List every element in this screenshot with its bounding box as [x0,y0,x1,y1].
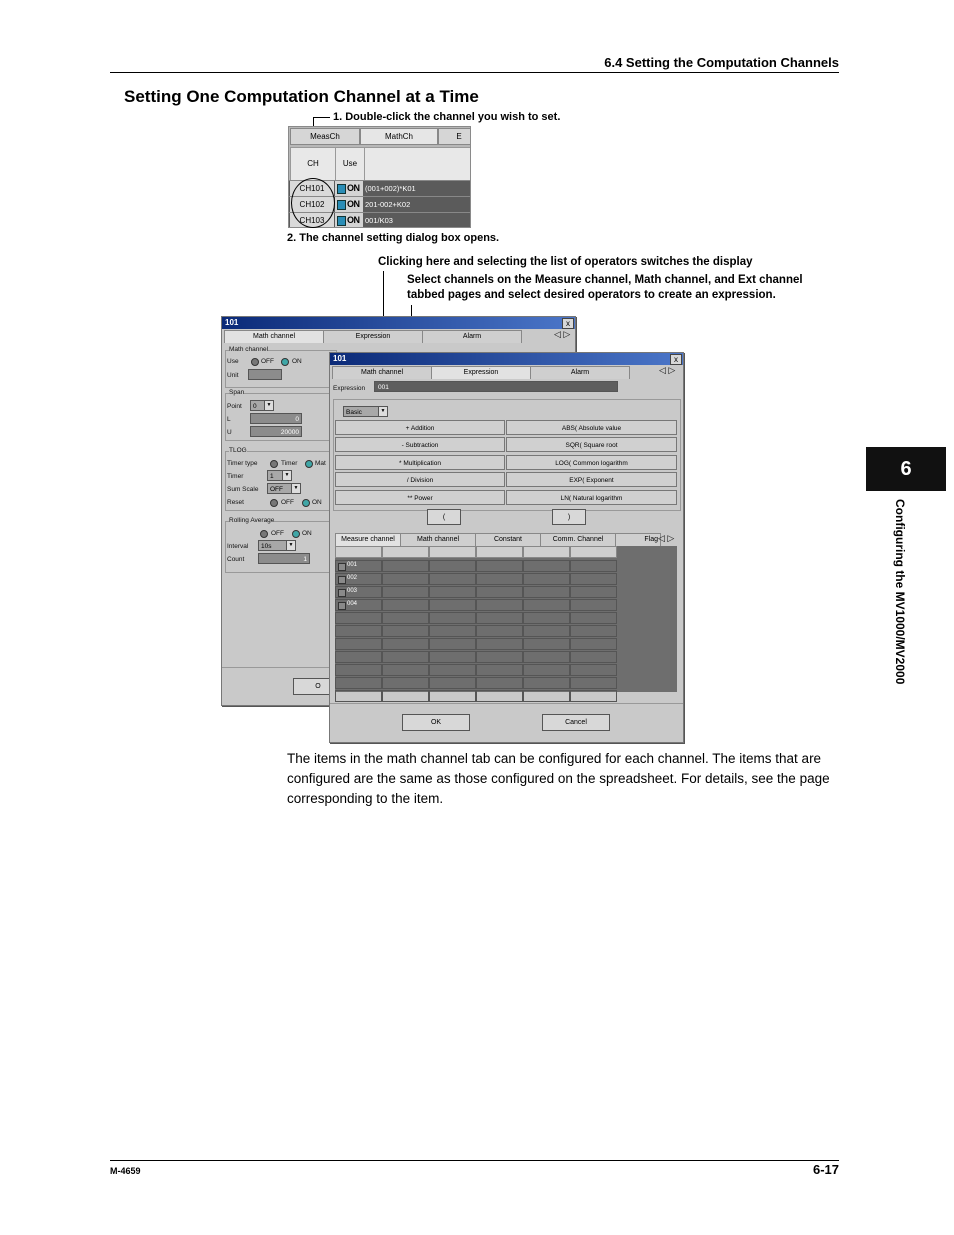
grid-cell[interactable] [476,677,523,689]
grid-cell[interactable] [570,560,617,572]
grid-cell[interactable] [382,586,429,598]
column-header-expression [364,147,471,181]
tab-alarm[interactable]: Alarm [530,366,630,379]
tab-math-channel[interactable]: Math channel [224,330,324,343]
tab-constant[interactable]: Constant [475,533,541,546]
operator-subtraction-button[interactable]: - Subtraction [335,437,505,452]
grid-cell[interactable] [429,599,476,611]
operator-multiplication-button[interactable]: * Multiplication [335,455,505,470]
dialog-title-bar: 101 [222,317,575,329]
tab-measch[interactable]: MeasCh [290,128,360,145]
channel-label: 002 [347,575,358,581]
grid-cell[interactable] [476,599,523,611]
grid-cell[interactable] [382,560,429,572]
expression-cell[interactable]: 001/K03 [365,216,393,225]
callout-operators: Clicking here and selecting the list of operators switches the display [378,256,753,268]
timer-type-match-label: Mat [315,460,326,467]
use-value: ON [347,199,360,209]
running-header: 6.4 Setting the Computation Channels [604,55,839,70]
grid-cell[interactable] [476,638,523,650]
grid-column-header [570,546,617,558]
chevron-down-icon: ▼ [264,401,273,410]
operator-power-button[interactable]: ** Power [335,490,505,505]
channel-label: 001 [347,562,358,568]
grid-column-header [335,546,382,558]
tab-ext[interactable]: E [438,128,471,145]
operator-division-button[interactable]: / Division [335,472,505,487]
grid-column-header [382,546,429,558]
grid-cell[interactable] [476,625,523,637]
body-paragraph: The items in the math channel tab can be configured for each channel. The items that are configured are the same as those configured on the spreadsheet. For details, see the page corresponding to the item. [287,751,830,806]
rolling-average-group-label: Rolling Average [229,517,275,524]
grid-cell[interactable] [523,586,570,598]
use-on-radio[interactable] [281,358,289,366]
button-area-divider [330,703,683,704]
grid-cell[interactable] [523,677,570,689]
tab-math-channel[interactable]: Math channel [332,366,432,379]
grid-cell[interactable] [476,586,523,598]
use-cell[interactable] [335,197,363,212]
rolling-on-label: ON [302,530,312,537]
close-icon[interactable]: x [670,354,682,365]
use-off-radio[interactable] [251,358,259,366]
reset-label: Reset [227,499,244,506]
interval-value: 10s [261,543,272,550]
unit-label: Unit [227,372,239,379]
grid-cell[interactable] [382,664,429,676]
grid-cell[interactable] [429,638,476,650]
tab-expression[interactable]: Expression [323,330,423,343]
callout-select-line-1: Select channels on the Measure channel, Math channel, and Ext channel [407,274,803,286]
tab-comm-channel[interactable]: Comm. Channel [540,533,616,546]
grid-cell[interactable] [382,573,429,585]
chevron-down-icon: ▼ [286,541,295,550]
tab-scroll-arrows-icon[interactable]: ◁ ▷ [554,329,571,339]
footer-rule [110,1160,839,1161]
span-l-input[interactable]: 0 [250,413,302,424]
use-cell[interactable] [335,213,363,228]
grid-cell[interactable] [382,651,429,663]
grid-cell[interactable] [570,638,617,650]
tab-scroll-arrows-icon[interactable]: ◁ ▷ [659,365,676,375]
grid-cell[interactable] [429,573,476,585]
tab-expression[interactable]: Expression [431,366,531,379]
grid-cell[interactable] [570,612,617,624]
grid-cell[interactable] [476,573,523,585]
operator-log-button[interactable]: LOG( Common logarithm [506,455,677,470]
operator-addition-button[interactable]: + Addition [335,420,505,435]
use-cell[interactable] [335,181,363,196]
grid-cell[interactable] [382,625,429,637]
count-input[interactable]: 1 [258,553,310,564]
expression-cell[interactable]: 201-002+K02 [365,200,411,209]
operator-ln-button[interactable]: LN( Natural logarithm [506,490,677,505]
step-2-label: 2. The channel setting dialog box opens. [287,232,500,244]
timer-type-label: Timer type [227,460,258,467]
grid-cell[interactable] [523,664,570,676]
step-1-leader-h [313,117,330,118]
grid-cell[interactable] [523,651,570,663]
grid-cell[interactable] [429,651,476,663]
ok-button[interactable]: OK [402,714,470,731]
grid-cell[interactable] [382,690,429,702]
timer-select[interactable] [267,470,292,481]
tab-math-channel-list[interactable]: Math channel [400,533,476,546]
use-off-label: OFF [261,358,274,365]
header-rule [110,72,839,73]
chapter-title-vertical: Configuring the MV1000/MV2000 [893,499,907,685]
span-l-label: L [227,416,231,423]
grid-cell[interactable] [570,599,617,611]
grid-cell[interactable] [523,612,570,624]
span-u-label: U [227,429,232,436]
grid-cell[interactable] [335,625,382,637]
grid-cell[interactable] [476,651,523,663]
grid-cell[interactable] [429,586,476,598]
sum-scale-value: OFF [270,486,283,493]
rolling-off-radio[interactable] [260,530,268,538]
document-id: M-4659 [110,1166,141,1176]
grid-cell[interactable] [335,651,382,663]
grid-cell[interactable] [476,560,523,572]
timer-value: 1 [270,473,274,480]
grid-column-header [523,546,570,558]
grid-cell[interactable] [523,625,570,637]
column-header-ch: CH [290,147,336,181]
grid-cell[interactable] [570,651,617,663]
channel-label: 004 [347,601,358,607]
grid-cell[interactable] [570,573,617,585]
operator-exp-button[interactable]: EXP( Exponent [506,472,677,487]
use-switch-icon [337,184,346,194]
operator-sqr-button[interactable]: SQR( Square root [506,437,677,452]
step-1-label: 1. Double-click the channel you wish to set. [333,111,561,123]
expression-dialog [329,352,684,743]
use-switch-icon [337,216,346,226]
span-group-label: Span [229,389,245,396]
point-value: 0 [253,403,257,410]
highlight-ellipse [291,178,335,228]
use-switch-icon [337,200,346,210]
reset-on-label: ON [312,499,322,506]
operator-abs-button[interactable]: ABS( Absolute value [506,420,677,435]
grid-cell[interactable] [335,677,382,689]
grid-cell[interactable] [382,612,429,624]
operator-type-value: Basic [346,409,362,416]
use-label: Use [227,358,239,365]
span-u-input[interactable]: 20000 [250,426,302,437]
paren-open-button[interactable]: ( [427,509,461,525]
use-value: ON [347,215,360,225]
tlog-group-label: TLOG [229,447,247,454]
grid-column-header [429,546,476,558]
channel-cell[interactable]: CH103 [290,213,334,228]
tab-alarm[interactable]: Alarm [422,330,522,343]
reset-off-radio[interactable] [270,499,278,507]
grid-cell[interactable] [335,638,382,650]
timer-type-timer-label: Timer [281,460,298,467]
unit-input[interactable] [248,369,282,380]
channel-checkbox[interactable] [338,563,346,571]
channel-label: 003 [347,588,358,594]
grid-cell[interactable] [523,573,570,585]
reset-on-radio[interactable] [302,499,310,507]
timer-type-timer-radio[interactable] [270,460,278,468]
chapter-number-tab: 6 [866,447,946,491]
tab-flag[interactable]: Flag [615,533,661,546]
column-header-use: Use [335,147,365,181]
rolling-off-label: OFF [271,530,284,537]
chevron-down-icon: ▼ [378,407,387,416]
reset-off-label: OFF [281,499,294,506]
sum-scale-label: Sum Scale [227,486,259,493]
use-value: ON [347,183,360,193]
expression-cell[interactable]: (001+002)*K01 [365,184,416,193]
grid-cell[interactable] [476,690,523,702]
chevron-down-icon: ▼ [282,471,291,480]
grid-cell[interactable] [335,664,382,676]
count-label: Count [227,556,245,563]
channel-cell[interactable]: CH101 [290,181,334,196]
dialog-title-bar: 101 [330,353,683,365]
rolling-on-radio[interactable] [292,530,300,538]
channel-tab-scroll-icon[interactable]: ◁ ▷ [658,533,675,543]
channel-checkbox[interactable] [338,602,346,610]
use-on-label: ON [292,358,302,365]
tab-measure-channel[interactable]: Measure channel [335,533,401,546]
page-number: 6-17 [812,1162,839,1177]
channel-checkbox[interactable] [338,576,346,584]
grid-cell[interactable] [523,690,570,702]
grid-cell[interactable] [476,664,523,676]
grid-cell[interactable] [429,625,476,637]
channel-cell[interactable]: CH102 [290,197,334,212]
grid-cell[interactable] [570,664,617,676]
point-select[interactable] [250,400,274,411]
grid-cell[interactable] [570,690,617,702]
tab-mathch[interactable]: MathCh [360,128,438,145]
operator-type-select[interactable] [343,406,388,417]
interval-label: Interval [227,543,249,550]
grid-cell[interactable] [523,560,570,572]
grid-cell[interactable] [382,638,429,650]
grid-cell[interactable] [382,599,429,611]
timer-label: Timer [227,473,244,480]
timer-type-match-radio[interactable] [305,460,313,468]
paren-close-button[interactable]: ) [552,509,586,525]
grid-column-header [476,546,523,558]
grid-cell[interactable] [429,677,476,689]
callout-select-line-2: tabbed pages and select desired operators to create an expression. [407,289,776,301]
grid-cell[interactable] [335,612,382,624]
grid-cell[interactable] [570,586,617,598]
grid-cell[interactable] [523,638,570,650]
grid-cell[interactable] [382,677,429,689]
grid-cell[interactable] [570,625,617,637]
channel-grid [335,546,677,692]
grid-cell[interactable] [429,690,476,702]
cancel-button[interactable]: Cancel [542,714,610,731]
expression-label: Expression [333,385,366,392]
grid-cell[interactable] [335,690,382,702]
grid-cell[interactable] [523,599,570,611]
ok-button-partial[interactable]: O [293,678,343,695]
expression-input[interactable]: 001 [374,381,618,392]
sum-scale-select[interactable] [267,483,301,494]
grid-cell[interactable] [429,560,476,572]
grid-cell[interactable] [429,664,476,676]
close-icon[interactable]: x [562,318,574,329]
chevron-down-icon: ▼ [291,484,300,493]
section-title: Setting One Computation Channel at a Time [124,87,479,106]
interval-select[interactable] [258,540,296,551]
grid-cell[interactable] [570,677,617,689]
grid-cell[interactable] [429,612,476,624]
point-label: Point [227,403,242,410]
grid-cell[interactable] [476,612,523,624]
math-channel-group-label: Math channel [229,346,269,353]
channel-checkbox[interactable] [338,589,346,597]
